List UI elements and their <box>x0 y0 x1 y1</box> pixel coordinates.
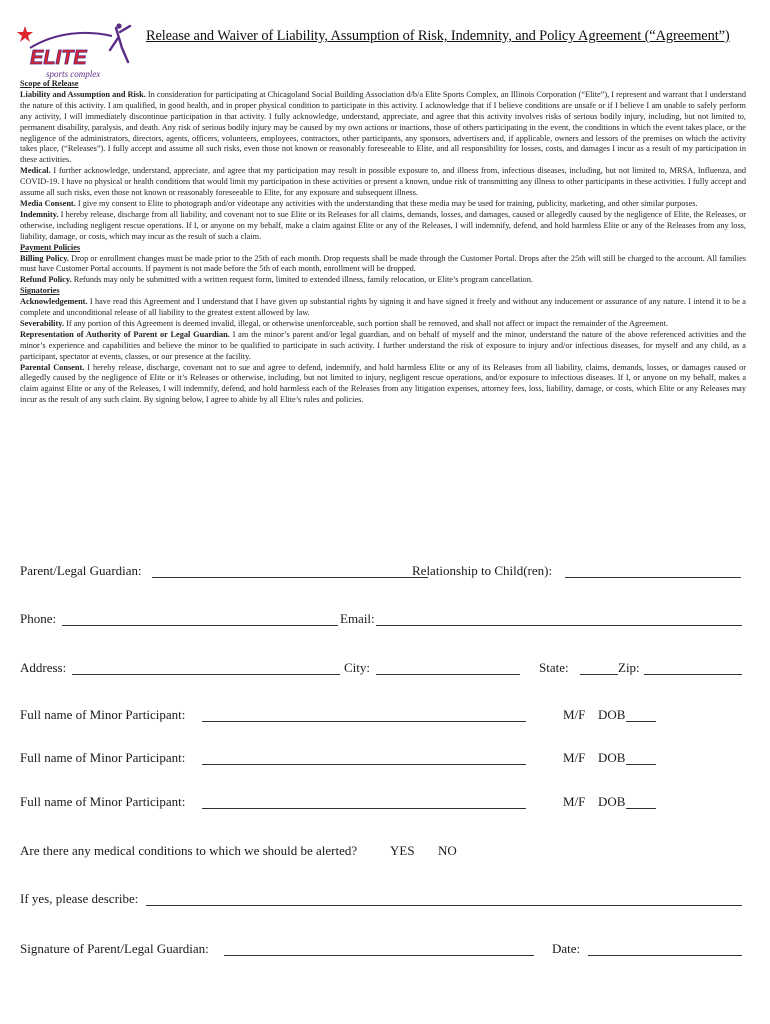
indemnity-lead: Indemnity. <box>20 209 59 219</box>
medical-question-label: Are there any medical conditions to which we should be alerted? <box>20 843 358 858</box>
city-field[interactable] <box>376 674 520 675</box>
email-field[interactable] <box>376 625 742 626</box>
guardian-name-field[interactable] <box>152 577 428 578</box>
guardian-label: Parent/Legal Guardian: <box>20 563 142 578</box>
paragraph-parental-consent <box>20 363 746 407</box>
dob-label-1: DOB <box>598 707 626 722</box>
minor-row-3 <box>20 794 750 810</box>
mf-label-1 <box>563 707 585 723</box>
relationship-field[interactable] <box>565 577 741 578</box>
minor-label-3: Full name of Minor Participant: <box>20 794 186 809</box>
zip-label: Zip: <box>618 660 640 675</box>
minor-name-field-3[interactable] <box>202 808 526 809</box>
minor-label-1: Full name of Minor Participant: <box>20 707 186 722</box>
medical-question-row <box>20 843 750 859</box>
dob-label-2: DOB <box>598 750 626 765</box>
minor-name-field-2[interactable] <box>202 764 526 765</box>
minor-row-2 <box>20 750 750 766</box>
email-label: Email: <box>340 611 375 626</box>
representation-lead: Representation of Authority of Parent or Legal Guardian. <box>20 329 230 339</box>
acknowledgement-text: I have read this Agreement and I understand that I have given up substantial rights by signing it and have signed it freely and without any inducement or assurance of any nature. I intend it to be a complete and unconditional release of all liability to the greatest extent allowed by law. <box>20 297 746 318</box>
billing-lead: Billing Policy. <box>20 253 69 263</box>
indemnity-text: I hereby release, discharge from all liability, and covenant not to sue Elite or its Releases for all claims, demands, losses, and damages, caused or allegedly caused by the negligence of Elite, the Releases, or otherwise, including negligent rescue operations. If I, or anyone on my behalf, make a claim against Elite or any of the Releases, I will indemnify, defend, and hold harmless Elite or any of the Releases from any loss, liability, damage, or costs, which may incur as the result of such a claim. <box>20 209 746 241</box>
parental-consent-lead: Parental Consent. <box>20 362 85 372</box>
parental-consent-text: I hereby release, discharge, covenant not to sue and agree to defend, indemnify, and hold harmless Elite or any of its Releases from all liability, claims, demands, losses, or damages caused or allegedly caused by the negligence of Elite or it’s Releases or otherwise, including, but not limited to injury, negligent rescue operations, and/or exposure to infectious diseases. If I, or anyone on my behalf, makes a claim against Elite or any of the Releases, I will indemnify, defend, and hold harmless each of the Releases from any litigation expenses, attorney fees, loss, liability, damage, or costs, which Elite or any Releases may incur as the result of any such claim. By signing below, I agree to abide by all Elite’s rules and policies. <box>20 362 746 405</box>
date-field[interactable] <box>588 955 742 956</box>
signature-row <box>20 941 750 957</box>
state-field[interactable] <box>580 674 618 675</box>
severability-lead: Severability. <box>20 318 65 328</box>
minor-label-2: Full name of Minor Participant: <box>20 750 186 765</box>
describe-label: If yes, please describe: <box>20 891 139 906</box>
relationship-label: Relationship to Child(ren): <box>412 563 553 578</box>
mf-text-1: M/F <box>563 707 586 722</box>
paragraph-medical <box>20 166 746 199</box>
logo-star-icon <box>17 26 33 42</box>
refund-text: Refunds may only be submitted with a written request form, limited to extended illness, family relocation, or Elite’s program cancellation. <box>71 275 533 285</box>
paragraph-media <box>20 199 746 210</box>
city-label: City: <box>344 660 371 675</box>
paragraph-refund <box>20 275 746 286</box>
section-heading-signatories: Signatories <box>20 286 60 296</box>
logo-brand-text: ELITE <box>30 47 87 69</box>
logo-tagline-text: sports complex <box>46 69 101 79</box>
address-row <box>20 660 750 676</box>
phone-field[interactable] <box>62 625 338 626</box>
minor-row-1 <box>20 707 750 723</box>
acknowledgement-lead: Acknowledgement. <box>20 297 88 307</box>
section-heading-payment: Payment Policies <box>20 242 81 252</box>
refund-lead: Refund Policy. <box>20 275 72 285</box>
representation-text: I am the minor’s parent and/or legal guardian, and on behalf of myself and the minor, understand the nature of the above referenced activities and the minor’s experience and capabilities and believe the minor to be qualified to participate in such activity. I further understand the risk of exposure to injury and/or infectious diseases, for myself and any child, as a participant, spectator at events, classes, or our presence at the facility. <box>20 329 746 361</box>
section-heading-scope: Scope of Release <box>20 79 79 88</box>
minor-name-field-1[interactable] <box>202 721 526 722</box>
describe-row <box>20 891 750 907</box>
media-lead: Media Consent. <box>20 198 76 208</box>
state-label: State: <box>539 660 569 675</box>
media-text: I give my consent to Elite to photograph and/or videotape any activities with the understanding that these media may be used for training, publicity, marketing, and other similar purposes. <box>75 198 698 208</box>
dob-field-2[interactable] <box>626 764 656 765</box>
paragraph-billing <box>20 254 746 276</box>
logo-swoosh <box>30 33 112 48</box>
signature-label: Signature of Parent/Legal Guardian: <box>20 941 209 956</box>
mf-text-3: M/F <box>563 794 586 809</box>
elite-logo <box>16 22 136 84</box>
address-field[interactable] <box>72 674 340 675</box>
page-title: Release and Waiver of Liability, Assumption of Risk, Indemnity, and Policy Agreement (“Agreement”) <box>146 28 730 44</box>
guardian-row <box>20 563 750 579</box>
paragraph-severability <box>20 319 746 330</box>
paragraph-liability <box>20 90 746 166</box>
dob-label-3: DOB <box>598 794 626 809</box>
zip-field[interactable] <box>644 674 742 675</box>
liability-text: In consideration for participating at Chicagoland Social Building Association d/b/a Elite Sports Complex, an Illinois Corporation (“Elite”), I represent and warrant that I understand the nature of this activity. I am qualified, in good health, and in proper physical condition to participate in this activity. I acknowledge that if I believe conditions are unsafe or if I believe I am unable to safely perform any activity, I will immediately discontinue participation in that activity. I fully acknowledge, understand, appreciate, and agree that this activity involves risks of serious bodily injury, including, but not limited to, permanent disability, paralysis, and death. Any risk of serious bodily injury may be caused by my own actions or inactions, those of others participating in the event, the conditions in which the event takes place, or the negligence of the administrators, directors, agents, officers, volunteers, employees, contractors, other participants, any sponsors, advertisers and, if applicable, owners and lessors of the premises on which the activity takes place, (“Releases”). I fully accept and assume all such risks, even those not known or reasonably foreseeable to Elite, and all responsibility for losses, costs, and damages I incur as a result of my participation in these activities. <box>20 89 746 165</box>
describe-field[interactable] <box>146 905 742 906</box>
billing-text: Drop or enrollment changes must be made prior to the 25th of each month. Drop requests shall be made through the Customer Portal. Drops after the 25th will still be charged to the account. All families must have Customer Portal accounts. If payment is not made before the 5th of each month, enrollment will be dropped. <box>20 253 746 274</box>
phone-label: Phone: <box>20 611 57 626</box>
paragraph-indemnity <box>20 210 746 243</box>
liability-lead: Liability and Assumption and Risk. <box>20 89 146 99</box>
dob-field-1[interactable] <box>626 721 656 722</box>
medical-text: I further acknowledge, understand, appreciate, and agree that my participation may result in possible exposure to, and illness from, infectious diseases, including, but not limited to, MRSA, Influenza, and COVID-19. I have no physical or health conditions that would limit my participation in these activities or present a known, undue risk of transmitting any illness to other participants in these activities. I fully accept and assume all such risks, even those not known or reasonably foreseeable to Elite, for any exposure and subsequent illness. <box>20 166 746 198</box>
date-label: Date: <box>552 941 581 956</box>
severability-text: If any portion of this Agreement is deemed invalid, illegal, or otherwise unenforceable, such portion shall be removed, and shall not affect or impact the remainder of the Agreement. <box>64 318 668 328</box>
mf-text-2: M/F <box>563 750 586 765</box>
medical-lead: Medical. <box>20 166 51 176</box>
address-label: Address: <box>20 660 67 675</box>
contact-row <box>20 611 750 627</box>
medical-yes-option[interactable]: YES <box>390 843 415 858</box>
paragraph-representation <box>20 330 746 363</box>
medical-no-option[interactable]: NO <box>438 843 457 858</box>
paragraph-acknowledgement <box>20 297 746 319</box>
signature-field[interactable] <box>224 955 534 956</box>
agreement-body <box>20 79 746 406</box>
dob-field-3[interactable] <box>626 808 656 809</box>
logo-gymnast-icon <box>110 26 130 62</box>
